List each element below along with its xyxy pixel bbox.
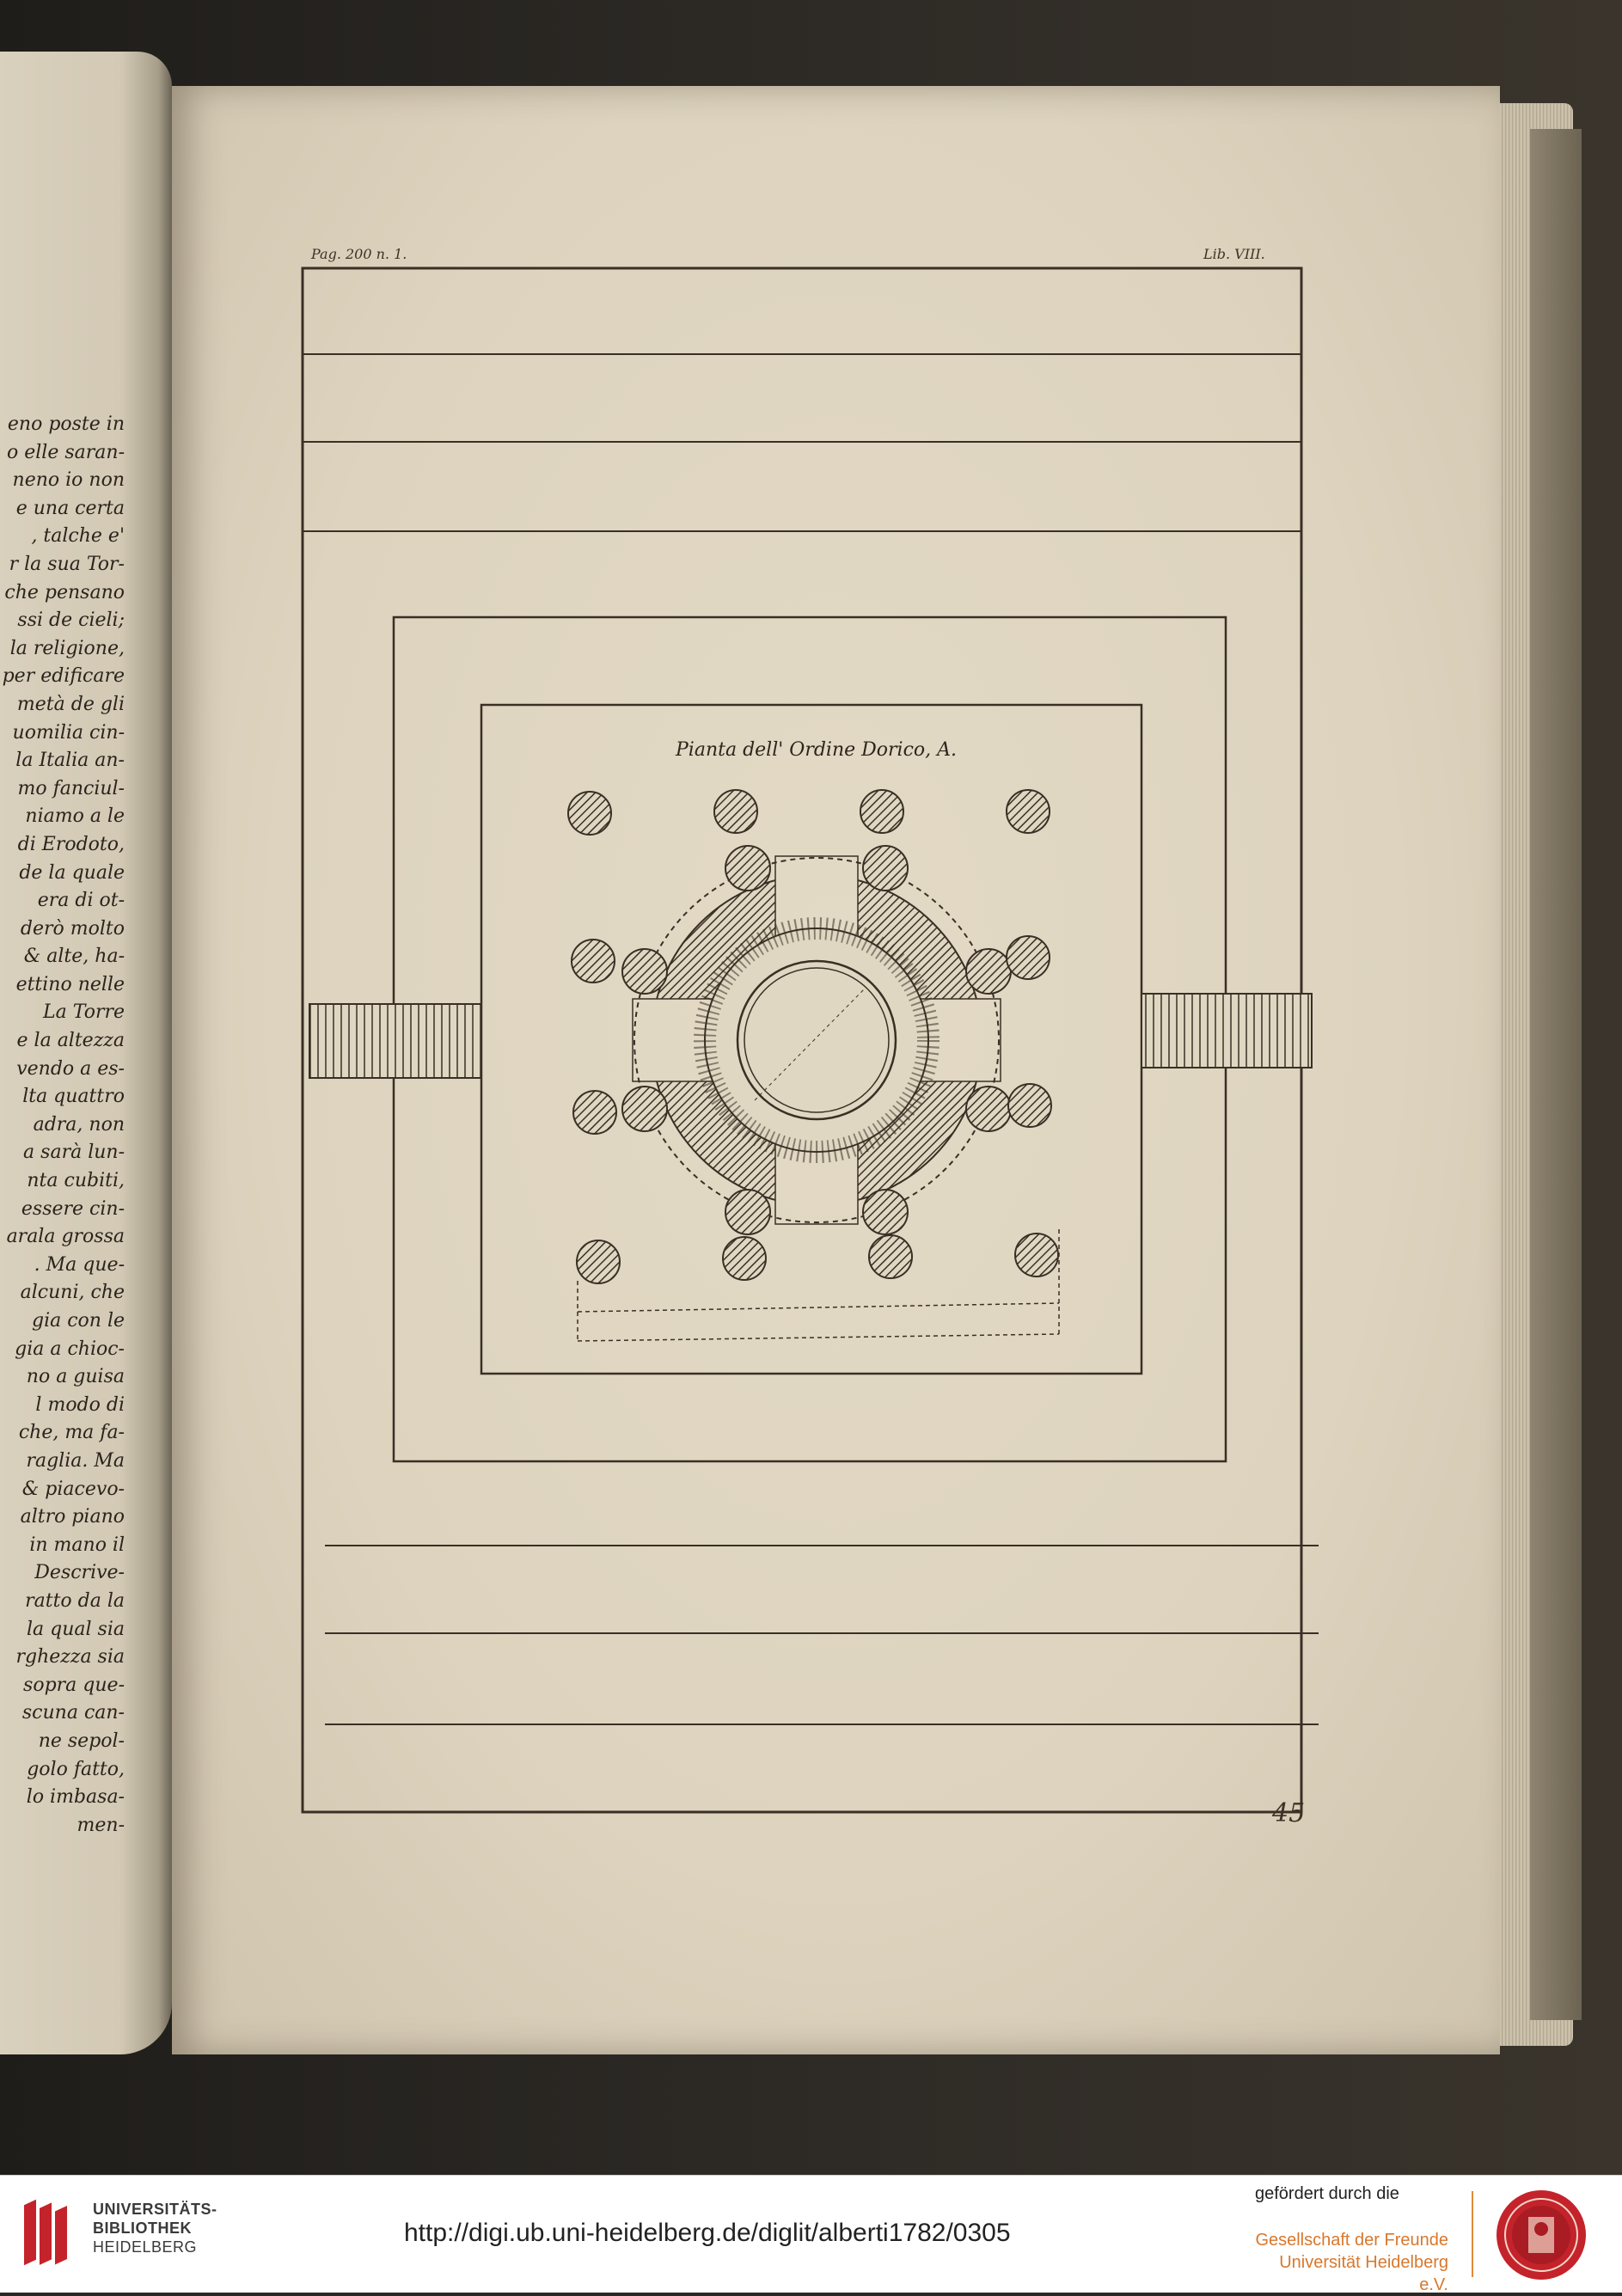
left-page-line: era di ot- [37,890,125,912]
left-page-line: metà de gli [16,693,125,715]
left-page-line: neno io non [12,469,125,492]
left-page-line: e una certa [15,497,125,519]
library-name-line3: HEIDELBERG [93,2238,198,2256]
left-page-line: altro piano [20,1506,125,1528]
left-page-line: alcuni, che [20,1282,125,1304]
left-page-line: la Italia an- [15,750,125,772]
sponsor-name-line1: Gesellschaft der Freunde [1255,2231,1448,2250]
left-page-line: e la altezza [16,1030,125,1052]
left-page-line: de la quale [19,861,125,884]
viewer-footer [0,2175,1622,2293]
left-page-line: , talche e' [31,525,125,548]
left-page-line: La Torre [43,1001,125,1024]
left-passage [309,1004,481,1078]
left-page-line: ettino nelle [15,973,125,995]
left-page-line: men- [77,1814,125,1836]
left-page-line: la qual sia [27,1618,125,1640]
left-page-line: niamo a le [25,805,125,828]
scale-bar [578,1229,1059,1343]
university-seal-icon[interactable] [1494,2188,1588,2282]
page-number: 45 [1272,1798,1306,1828]
left-page-line: gia con le [31,1310,125,1332]
permalink-url[interactable]: http://digi.ub.uni-heidelberg.de/diglit/alberti1782/0305 [404,2219,1011,2247]
library-name-line1: UNIVERSITÄTS- [93,2201,217,2218]
central-well [738,961,896,1119]
left-page-line: ssi de cieli; [17,609,125,632]
left-page-line: ne sepol- [38,1730,125,1752]
left-page-line: sopra que- [23,1674,125,1696]
left-page-line: arala grossa [6,1226,125,1248]
left-page-line: vendo a es- [16,1057,125,1080]
sponsor-name-line2: Universität Heidelberg e.V. [1279,2253,1448,2294]
library-name [93,2200,217,2256]
left-page-line: in mano il [29,1534,125,1556]
left-page-line: ratto da la [25,1589,125,1612]
left-page-line: la religione, [9,637,125,659]
left-page-line: rghezza sia [15,1646,125,1668]
ub-heidelberg-logo-icon[interactable] [17,2193,86,2275]
left-page-line: uomilia cin- [12,721,125,744]
left-page-line: Descrive- [34,1562,125,1584]
left-page-line: eno poste in [7,413,125,435]
left-page-line: mo fanciul- [17,777,125,799]
left-page-line: no a guisa [26,1366,125,1388]
plate-header-right: Lib. VIII. [1203,246,1265,262]
left-page-line: raglia. Ma [26,1449,125,1472]
plate-header-left: Pag. 200 n. 1. [311,246,407,262]
left-page-line: essere cin- [21,1197,125,1220]
sponsor-divider [1472,2191,1473,2277]
left-page-line: che pensano [4,581,125,603]
left-page-line: golo fatto, [27,1758,125,1780]
left-page-line: lta quattro [22,1086,125,1108]
left-page-line: adra, non [33,1113,125,1136]
left-page-line: r la sua Tor- [9,553,125,575]
right-passage [1142,994,1312,1068]
left-page-line: o elle saran- [7,441,125,463]
sponsor-label: gefördert durch die [1255,2184,1399,2203]
left-page-line: per edificare [2,665,125,688]
sponsor-name [1255,2229,1448,2296]
left-page-line: . Ma que- [34,1253,125,1276]
left-page-line: gia a chioc- [15,1338,125,1360]
left-page-line: derò molto [20,917,125,940]
left-page-line: l modo di [35,1393,125,1416]
left-page-line: lo imbasa- [26,1786,125,1809]
left-page-line: a sarà lun- [23,1142,125,1164]
left-page-line: scuna can- [21,1702,125,1724]
left-page-line: nta cubiti, [27,1170,125,1192]
left-page-line: & piacevo- [21,1478,125,1500]
left-page-line: di Erodoto, [17,833,125,855]
left-page-line: & alte, ha- [23,946,125,968]
left-page-line: che, ma fa- [18,1422,125,1444]
plate-caption: Pianta dell' Ordine Dorico, A. [676,739,958,761]
library-name-line2: BIBLIOTHEK [93,2219,192,2237]
